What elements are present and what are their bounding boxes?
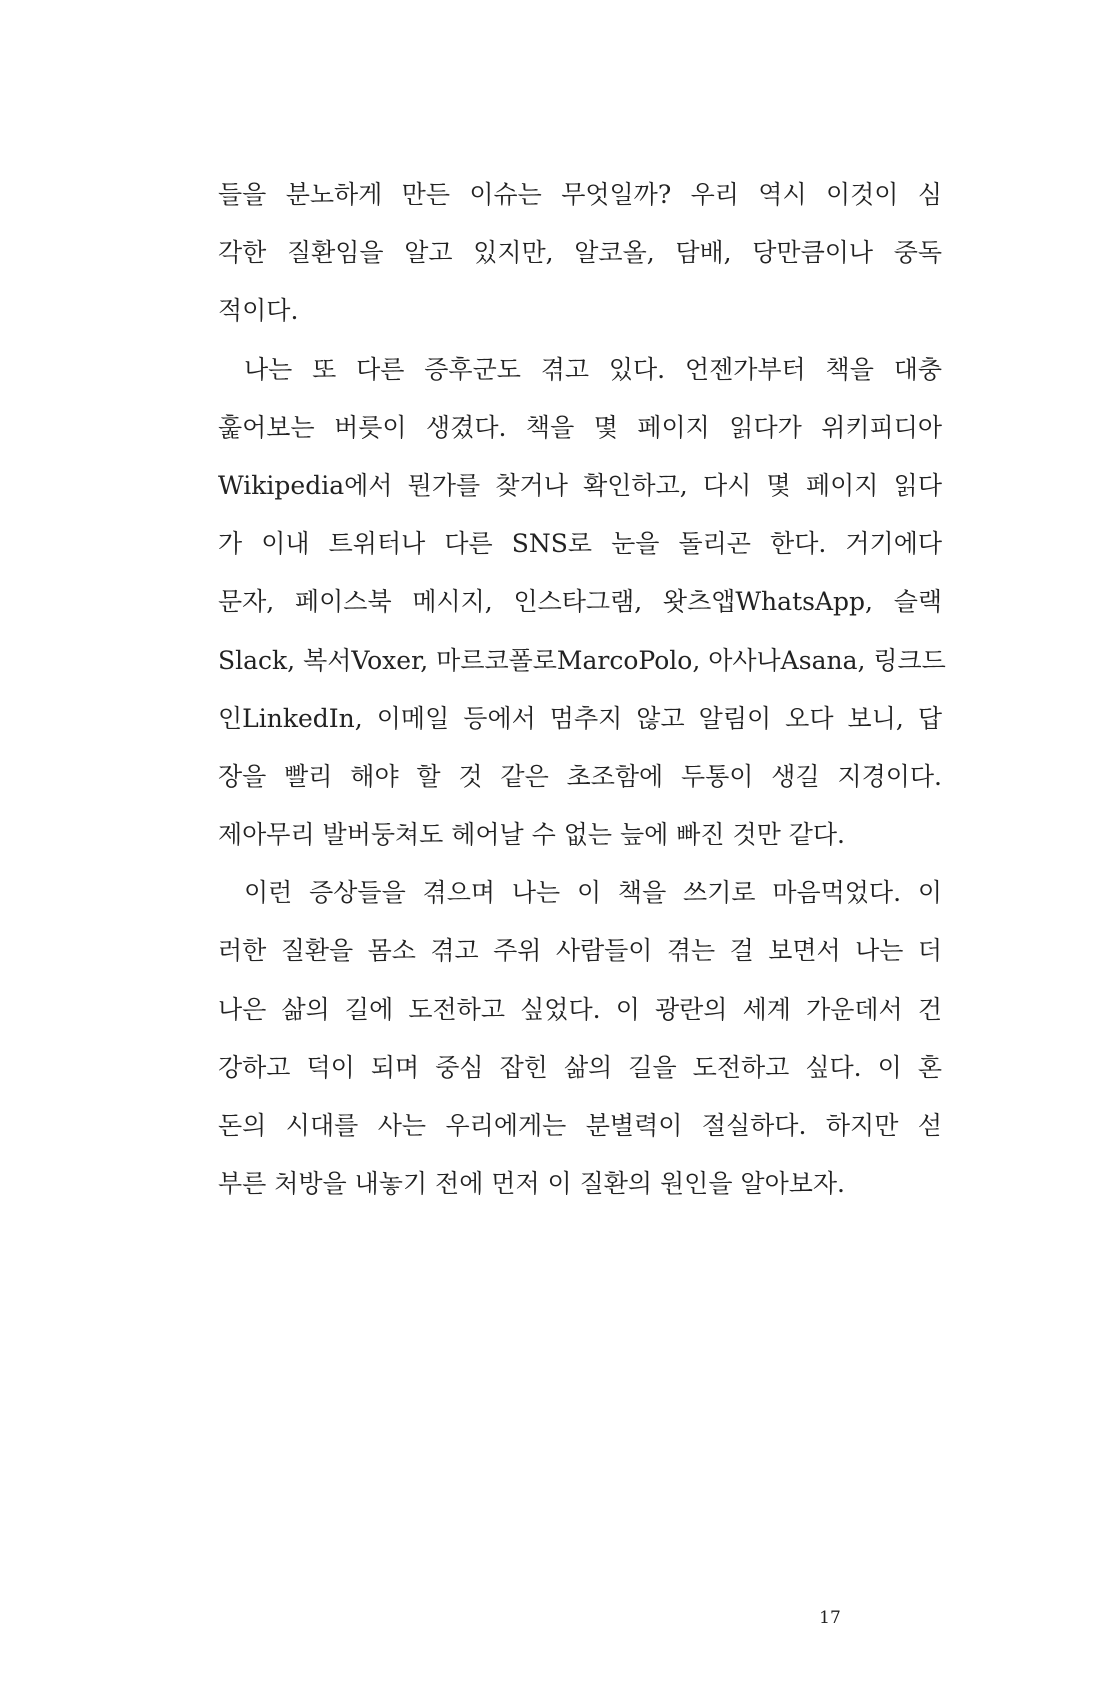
text-line: 들을 분노하게 만든 이슈는 무엇일까? 우리 역시 이것이 심 (218, 180, 942, 209)
text-line: 러한 질환을 몸소 겪고 주위 사람들이 겪는 걸 보면서 나는 더 (218, 936, 942, 966)
text-line: Slack, 복서Voxer, 마르코폴로MarcoPolo, 아사나Asana, 링크드 (218, 645, 946, 675)
text-line: 각한 질환임을 알고 있지만, 알코올, 담배, 당만큼이나 중독 (218, 238, 942, 268)
text-line: 문자, 페이스북 메시지, 인스타그램, 왓츠앱WhatsApp, 슬랙 (218, 587, 942, 617)
text-line: Wikipedia에서 뭔가를 찾거나 확인하고, 다시 몇 페이지 읽다 (218, 470, 942, 500)
text-line: 돈의 시대를 사는 우리에게는 분별력이 절실하다. 하지만 섣 (218, 1111, 942, 1140)
text-line: 나은 삶의 길에 도전하고 싶었다. 이 광란의 세계 가운데서 건 (218, 994, 942, 1024)
text-line: 부른 처방을 내놓기 전에 먼저 이 질환의 원인을 알아보자. (218, 1169, 845, 1199)
text-line: 가 이내 트위터나 다른 SNS로 눈을 돌리곤 한다. 거기에다 (218, 529, 942, 559)
body-text (218, 166, 946, 1213)
text-line: 나는 또 다른 증후군도 겪고 있다. 언젠가부터 책을 대충 (244, 354, 942, 384)
page-number: 17 (819, 1608, 841, 1628)
text-line: 적이다. (218, 296, 299, 326)
text-line: 장을 빨리 해야 할 것 같은 초조함에 두통이 생길 지경이다. (218, 761, 942, 791)
text-line: 이런 증상들을 겪으며 나는 이 책을 쓰기로 마음먹었다. 이 (244, 878, 942, 908)
text-line: 인LinkedIn, 이메일 등에서 멈추지 않고 알림이 오다 보니, 답 (218, 703, 942, 733)
text-line: 제아무리 발버둥쳐도 헤어날 수 없는 늪에 빠진 것만 같다. (218, 820, 845, 850)
text-line: 훑어보는 버릇이 생겼다. 책을 몇 페이지 읽다가 위키피디아 (218, 412, 942, 442)
text-line: 강하고 덕이 되며 중심 잡힌 삶의 길을 도전하고 싶다. 이 혼 (218, 1052, 942, 1082)
